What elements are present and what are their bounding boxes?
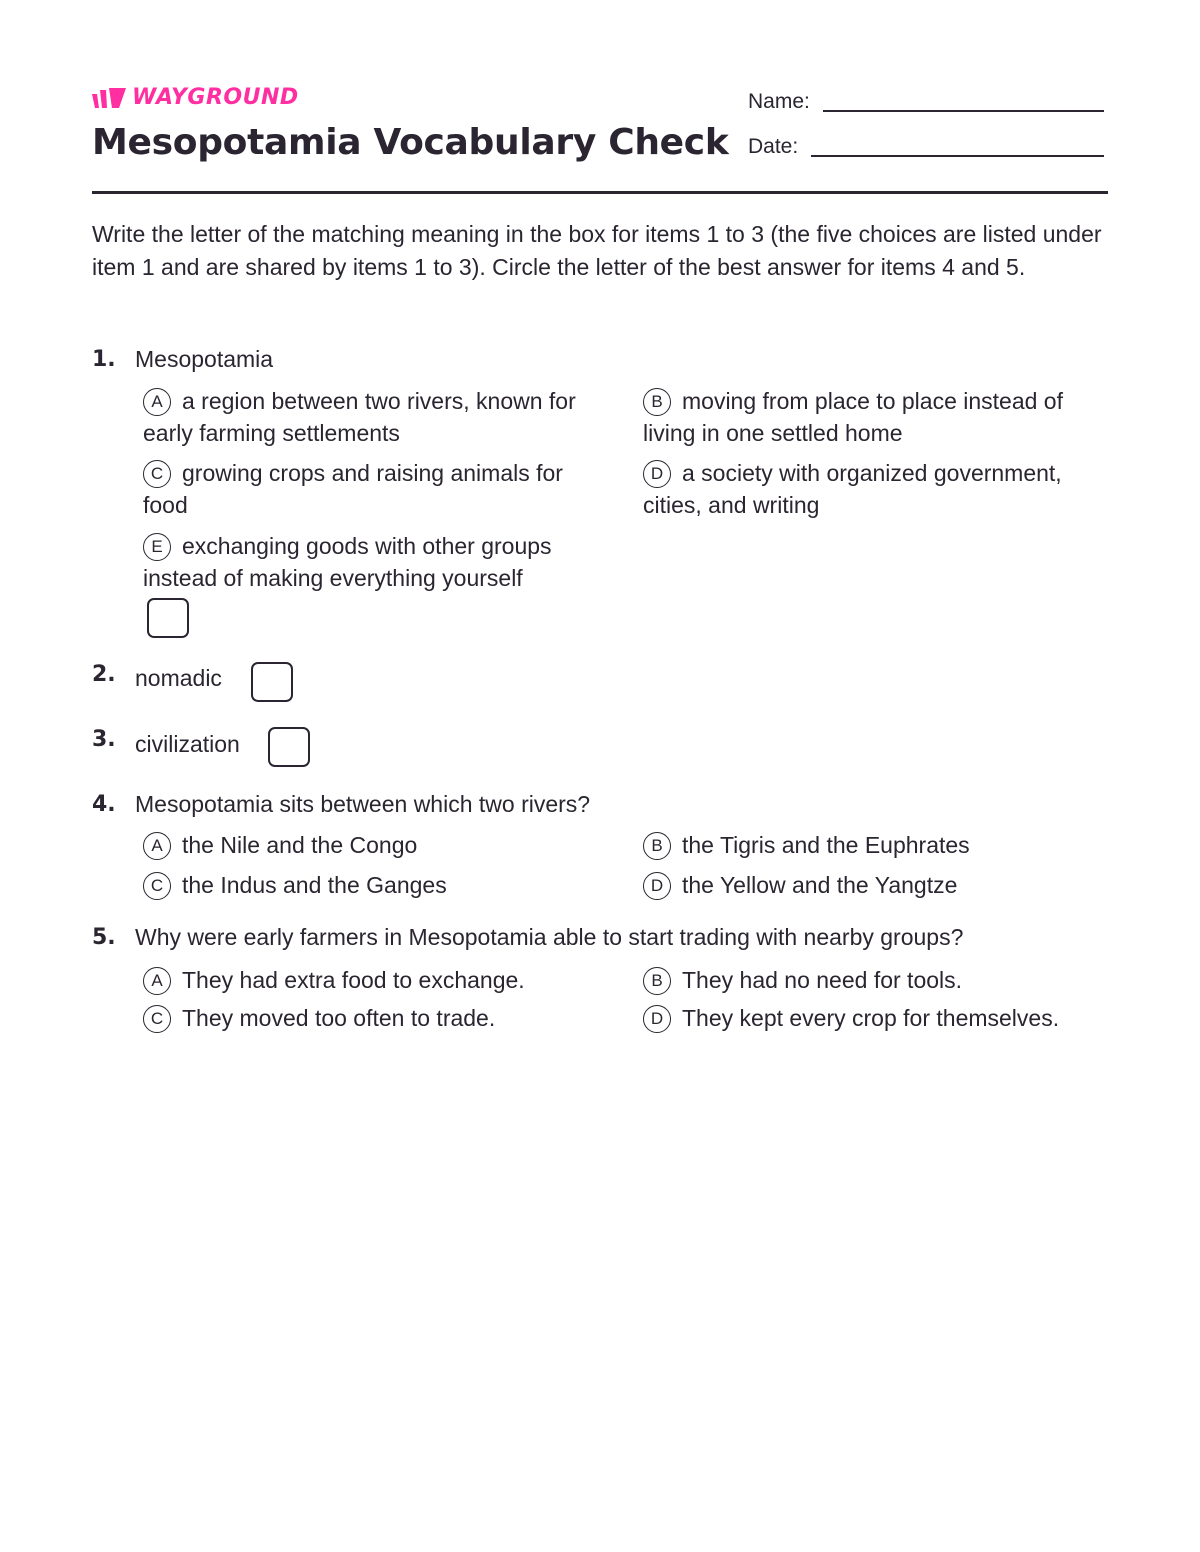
question-5-option-c xyxy=(143,1002,613,1034)
header-divider xyxy=(92,191,1108,194)
option-text: a region between two rivers, known for early farming settlements xyxy=(143,388,576,446)
option-text: a society with organized government, cities, and writing xyxy=(643,460,1062,518)
option-text: growing crops and raising animals for food xyxy=(143,460,563,518)
question-3-answer-box[interactable] xyxy=(268,727,310,767)
question-5-option-b xyxy=(643,964,1113,996)
name-field[interactable] xyxy=(748,91,1104,112)
worksheet-title: Mesopotamia Vocabulary Check xyxy=(92,122,729,163)
option-text: the Nile and the Congo xyxy=(182,832,418,858)
question-4-option-b xyxy=(643,829,1113,861)
question-2-text: nomadic xyxy=(135,665,222,691)
question-3-text: civilization xyxy=(135,731,240,757)
question-5-text: Why were early farmers in Mesopotamia able to start trading with nearby groups? xyxy=(135,924,964,950)
option-letter-circle[interactable]: D xyxy=(643,460,671,488)
question-2-answer-box[interactable] xyxy=(251,662,293,702)
instructions: Write the letter of the matching meaning in the box for items 1 to 3 (the five choices are listed under item 1 and are shared by items 1 to 3). Circle the letter of the best answer for items 4 and 5. xyxy=(92,221,1102,280)
option-text: moving from place to place instead of living in one settled home xyxy=(643,388,1063,446)
question-1-option-b xyxy=(643,385,1103,449)
option-text: the Tigris and the Euphrates xyxy=(682,832,970,858)
question-5-option-a xyxy=(143,964,613,996)
question-1-option-c xyxy=(143,457,613,521)
option-letter-circle[interactable]: B xyxy=(643,967,671,995)
option-letter-circle[interactable]: B xyxy=(643,832,671,860)
option-letter-circle[interactable]: E xyxy=(143,533,171,561)
question-4-option-a xyxy=(143,829,613,861)
question-1-number: 1. xyxy=(92,347,116,372)
option-letter-circle[interactable]: A xyxy=(143,967,171,995)
option-text: the Indus and the Ganges xyxy=(182,872,447,898)
question-1-option-e xyxy=(143,530,605,594)
option-letter-circle[interactable]: C xyxy=(143,872,171,900)
brand-logo xyxy=(92,86,299,110)
question-3-number: 3. xyxy=(92,727,116,752)
date-field[interactable] xyxy=(748,136,1104,157)
question-4-text: Mesopotamia sits between which two rivers? xyxy=(135,791,591,817)
option-letter-circle[interactable]: C xyxy=(143,460,171,488)
option-letter-circle[interactable]: D xyxy=(643,872,671,900)
date-line[interactable] xyxy=(811,154,1104,157)
question-5-option-d xyxy=(643,1002,1108,1034)
question-2-number: 2. xyxy=(92,662,116,687)
question-4-option-c xyxy=(143,869,613,901)
name-label: Name: xyxy=(748,90,810,113)
option-letter-circle[interactable]: B xyxy=(643,388,671,416)
option-text: They moved too often to trade. xyxy=(182,1005,496,1031)
question-1-text: Mesopotamia xyxy=(135,346,274,372)
question-4-option-d xyxy=(643,869,1113,901)
option-text: the Yellow and the Yangtze xyxy=(682,872,958,898)
option-letter-circle[interactable]: A xyxy=(143,388,171,416)
question-1-option-a xyxy=(143,385,613,449)
question-4-number: 4. xyxy=(92,792,116,817)
wayground-logo-icon xyxy=(92,86,126,110)
question-5-number: 5. xyxy=(92,925,116,950)
date-label: Date: xyxy=(748,135,799,158)
option-letter-circle[interactable]: A xyxy=(143,832,171,860)
name-line[interactable] xyxy=(823,109,1104,112)
option-text: exchanging goods with other groups instead of making everything yourself xyxy=(143,533,552,591)
question-1-option-d xyxy=(643,457,1108,521)
option-letter-circle[interactable]: D xyxy=(643,1005,671,1033)
question-1-answer-box[interactable] xyxy=(147,598,189,638)
brand-name: WAYGROUND xyxy=(132,85,299,110)
option-text: They had no need for tools. xyxy=(682,967,963,993)
option-text: They kept every crop for themselves. xyxy=(682,1005,1060,1031)
option-letter-circle[interactable]: C xyxy=(143,1005,171,1033)
option-text: They had extra food to exchange. xyxy=(182,967,525,993)
